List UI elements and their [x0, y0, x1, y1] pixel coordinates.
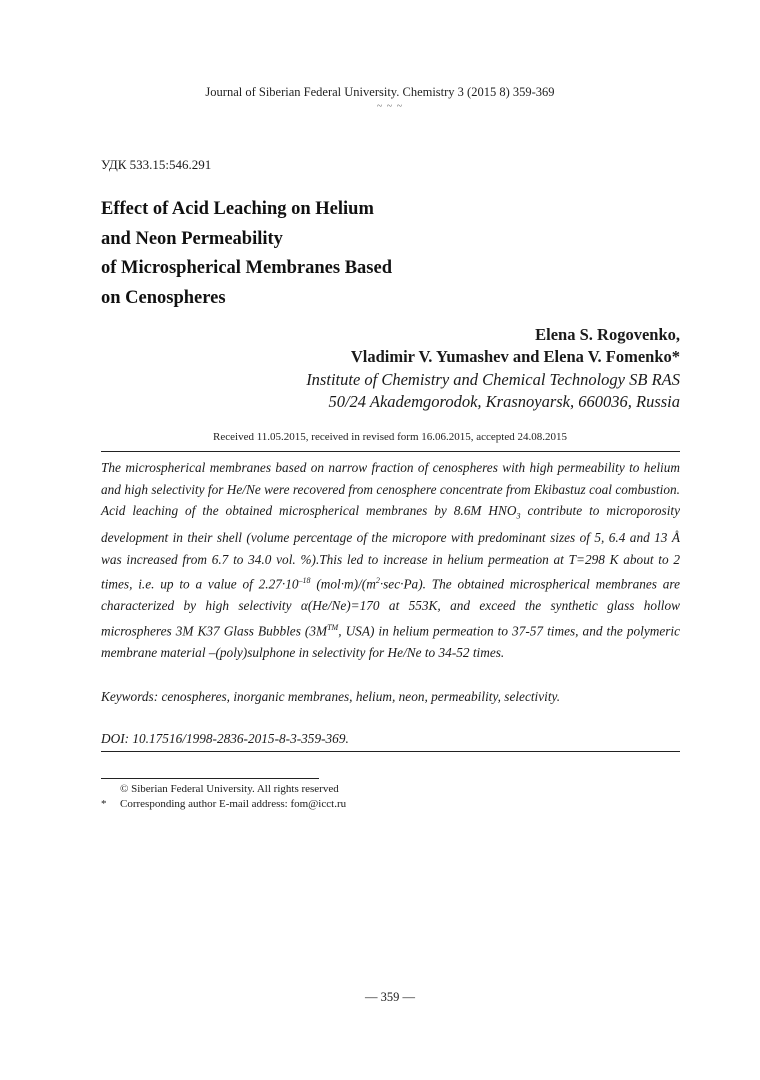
footnote-rule — [101, 778, 319, 779]
abstract-superscript: TM — [327, 622, 339, 632]
article-title — [101, 195, 521, 313]
footnote-email-text: Corresponding author E-mail address: fom@icct.ru — [120, 797, 347, 810]
footnotes — [101, 782, 346, 811]
footnote-mark — [101, 782, 120, 797]
authors-line: Vladimir V. Yumashev and Elena V. Fomenko* — [350, 347, 680, 366]
keywords: Keywords: cenospheres, inorganic membranes, helium, neon, permeability, selectivity. — [101, 689, 561, 704]
abstract-superscript: –18 — [298, 576, 311, 586]
abstract — [101, 457, 680, 663]
footnote-mark: * — [101, 797, 107, 810]
abstract-subscript: 3 — [516, 511, 521, 521]
affiliation-line: Institute of Chemistry and Chemical Technology SB RAS — [306, 370, 680, 389]
abstract-bottom-rule — [101, 751, 680, 752]
footnote-copyright — [101, 782, 346, 797]
journal-header: Journal of Siberian Federal University. Chemistry 3 (2015 8) 359-369 — [205, 85, 555, 99]
affiliation-line: 50/24 Akademgorodok, Krasnoyarsk, 660036, Russia — [328, 392, 680, 411]
title-line: and Neon Permeability — [101, 228, 283, 249]
abstract-text: ·sec·Pa). The obtained microspherical membranes are characterized by high selectivity α(He/Ne)=170 at 553K, and exceed the synthetic glass hollow microspheres 3M K37 Glass Bubbles (3M — [101, 576, 680, 638]
header-ornament: ~ ~ ~ — [376, 101, 404, 112]
footnote-corresponding — [101, 797, 346, 812]
title-line: on Cenospheres — [101, 287, 226, 308]
abstract-text: , USA) in helium permeation to 37-57 times, and the polymeric membrane material –(poly)sulphone in selectivity for He/Ne to 34-52 times. — [101, 623, 680, 660]
abstract-text: contribute to microporosity development in their shell (volume percentage of the micropore with predominant sizes of 5, 6.4 and 13 Å was increased from 6.7 to 34.0 vol. %).This led to increase in helium permeation at T=298 K about to 2 times, i.e. up to a value of 2.27·10 — [101, 503, 680, 592]
doi: DOI: 10.17516/1998-2836-2015-8-3-359-369. — [101, 731, 349, 746]
footnote-text: © Siberian Federal University. All rights reserved — [120, 783, 339, 795]
title-line: of Microspherical Membranes Based — [101, 258, 392, 278]
abstract-superscript: 2 — [375, 576, 380, 586]
abstract-top-rule — [101, 451, 680, 452]
abstract-text: The microspherical membranes based on narrow fraction of cenospheres with high permeability to helium and high selectivity for He/Ne were recovered from cenosphere concentrate from Ekibastuz coal combustion. Acid leaching of the obtained microspherical membranes by 8.6M HNO — [101, 460, 680, 518]
received-dates: Received 11.05.2015, received in revised form 16.06.2015, accepted 24.08.2015 — [213, 431, 567, 443]
udk-code: УДК 533.15:546.291 — [101, 157, 212, 172]
abstract-text: (mol·m)/(m — [310, 576, 376, 592]
authors-line: Elena S. Rogovenko, — [535, 325, 680, 344]
authors — [351, 324, 680, 368]
affiliation — [306, 369, 680, 413]
title-line: Effect of Acid Leaching on Helium — [101, 199, 374, 219]
page-number: — 359 — — [365, 990, 415, 1004]
